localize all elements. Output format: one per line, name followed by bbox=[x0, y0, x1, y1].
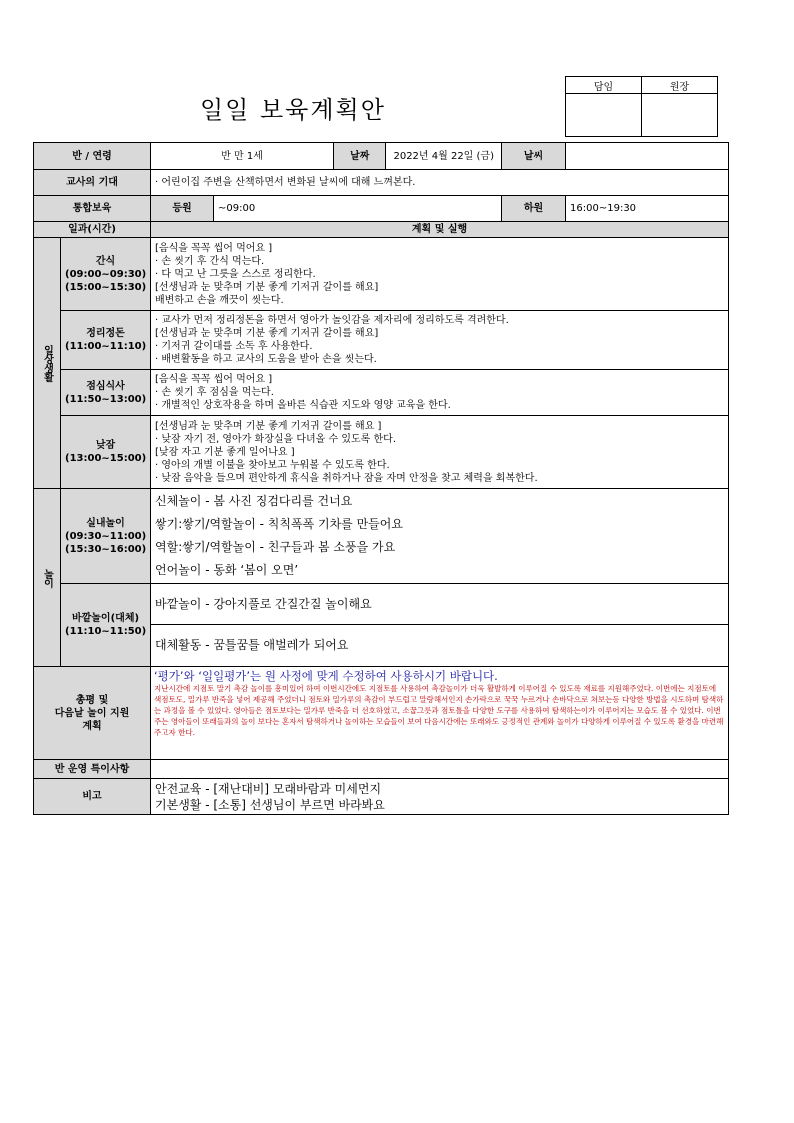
plan-line: [음식을 꼭꼭 씹어 먹어요 ] bbox=[155, 374, 273, 385]
play-category bbox=[34, 489, 61, 667]
integrated-label: 통합보육 bbox=[34, 196, 151, 222]
plan-cell[interactable] bbox=[151, 311, 729, 370]
special-value[interactable] bbox=[151, 760, 729, 779]
schedule-time: (09:00~09:30) bbox=[65, 268, 147, 280]
schedule-time: (11:50~13:00) bbox=[65, 393, 147, 405]
play-line: 바깥놀이 - 강아지풀로 간질간질 놀이해요 bbox=[151, 584, 728, 625]
schedule-time: (13:00~15:00) bbox=[65, 453, 147, 464]
play-line: 언어놀이 - 동화 ‘봄이 오면’ bbox=[155, 563, 299, 577]
play-line: 신체놀이 - 봄 사진 징검다리를 건너요 bbox=[155, 494, 353, 508]
arrival-value[interactable]: ~09:00 bbox=[214, 196, 502, 222]
plan-table bbox=[33, 142, 729, 815]
plan-line: [선생님과 눈 맞추며 기분 좋게 기저귀 갈이를 해요 ] bbox=[155, 420, 382, 432]
remarks-line: 기본생활 - [소통] 선생님이 부르면 바라봐요 bbox=[155, 797, 385, 812]
remarks-label: 비고 bbox=[34, 779, 151, 815]
plan-line: · 손 씻기 후 간식 먹는다. bbox=[155, 255, 265, 267]
schedule-time: (15:00~15:30) bbox=[65, 281, 147, 293]
schedule-name-cell bbox=[61, 370, 151, 416]
schedule-name: 바깥놀이(대체) bbox=[71, 613, 140, 624]
time-header: 일과(시간) bbox=[34, 222, 151, 238]
evaluation-label-line: 총평 및 bbox=[75, 694, 109, 706]
schedule-name-cell bbox=[61, 238, 151, 311]
plan-line: [선생님과 눈 맞추며 기분 좋게 기저귀 갈이를 해요] bbox=[155, 281, 379, 293]
plan-line: [음식을 꼭꼭 씹어 먹어요 ] bbox=[155, 242, 273, 254]
date-label: 날짜 bbox=[334, 143, 386, 169]
class-label: 반 / 연령 bbox=[34, 143, 151, 170]
schedule-name: 간식 bbox=[95, 255, 116, 267]
play-line: 역할:쌓기/역할놀이 - 친구들과 봄 소풍을 가요 bbox=[155, 540, 396, 554]
teacher-sign-label: 담임 bbox=[566, 77, 642, 94]
schedule-name: 점심식사 bbox=[86, 380, 125, 392]
weather-value[interactable] bbox=[566, 143, 729, 170]
special-label: 반 운영 특이사항 bbox=[34, 760, 151, 779]
daily-life-category bbox=[34, 238, 61, 489]
play-plan-cell[interactable] bbox=[151, 489, 729, 584]
schedule-name: 실내놀이 bbox=[86, 517, 125, 529]
plan-line: · 영아의 개별 이불을 찾아보고 누워볼 수 있도록 한다. bbox=[155, 459, 390, 471]
plan-cell[interactable] bbox=[151, 370, 729, 416]
evaluation-body: 지난시간에 지점토 말기 촉감 놀이를 흥미있어 하여 이번시간에도 지점토를 사용하여 촉감놀이가 더욱 활발하게 이루어질 수 있도록 재료를 지원해주었다. 이번에는 지점토에 색점토도, 밀가루 반죽을 넣어 제공해 주었더니 점토와 밀가루의 촉감이 부드럽고 말랑해서인지 손가락으로 꾹꾹 누르거나 손바닥으로 쳐보는등 다양한 방법을 시도하며 탐색하는 과정을 볼 수 있었다. 영아들은 점토보다는 밀가루 반죽을 더 선호하였고, 소꿉그릇과 점토틀을 다양한 도구를 사용하여 탐색하는이가 이루어지는 모습도 볼 수 있었다. 이번 주는 영아들이 또래들과의 놀이 보다는 혼자서 탐색하거나 놀이하는 모습들이 보여 다음시간에는 또래와도 긍정적인 관계와 놀이가 다양하게 이루어질 수 있도록 환경을 마련해주고자 한다. bbox=[154, 684, 724, 737]
schedule-name-cell bbox=[61, 584, 151, 667]
date-value[interactable]: 2022년 4월 22일 (금) bbox=[393, 150, 494, 162]
plan-header: 계획 및 실행 bbox=[151, 222, 729, 238]
class-value[interactable]: 반 만 1세 bbox=[151, 143, 334, 170]
evaluation-heading: ‘평가’와 ‘일일평가’는 원 사정에 맞게 수정하여 사용하시기 바랍니다. bbox=[154, 669, 498, 683]
evaluation-label-line: 계획 bbox=[82, 720, 102, 732]
schedule-time: (09:30~11:00) bbox=[65, 530, 147, 542]
schedule-name-cell bbox=[61, 416, 151, 489]
plan-line: · 손 씻기 후 점심을 먹는다. bbox=[155, 387, 274, 398]
schedule-time: (11:00~11:10) bbox=[65, 341, 147, 352]
evaluation-cell[interactable] bbox=[151, 667, 729, 760]
page-title: 일일 보육계획안 bbox=[200, 96, 386, 124]
play-label: 놀이 bbox=[41, 568, 53, 587]
plan-line: · 배변활동을 하고 교사의 도움을 받아 손을 씻는다. bbox=[155, 354, 377, 365]
plan-line: 배변하고 손을 깨끗이 씻는다. bbox=[155, 294, 284, 306]
schedule-name-cell bbox=[61, 489, 151, 584]
expectation-label: 교사의 기대 bbox=[34, 170, 151, 196]
expectation-value[interactable]: · 어린이집 주변을 산책하면서 변화된 날씨에 대해 느껴본다. bbox=[151, 170, 729, 196]
plan-line: · 다 먹고 난 그릇을 스스로 정리한다. bbox=[155, 268, 316, 280]
plan-line: · 낮잠 자기 전, 영아가 화장실을 다녀올 수 있도록 한다. bbox=[155, 433, 397, 445]
plan-cell[interactable] bbox=[151, 416, 729, 489]
schedule-time: (15:30~16:00) bbox=[65, 543, 147, 555]
remarks-cell[interactable] bbox=[151, 779, 729, 815]
teacher-sign-cell[interactable] bbox=[566, 94, 642, 137]
play-plan-cell[interactable] bbox=[151, 584, 729, 667]
schedule-name: 정리정돈 bbox=[86, 328, 125, 339]
play-line: 대체활동 - 꿈틀꿈틀 애벌레가 되어요 bbox=[155, 638, 349, 652]
arrival-label: 등원 bbox=[151, 196, 214, 222]
plan-line: · 개별적인 상호작용을 하며 올바른 식습관 지도와 영양 교육을 한다. bbox=[155, 400, 451, 411]
play-line: 쌓기:쌓기/역할놀이 - 칙칙폭폭 기차를 만들어요 bbox=[155, 517, 403, 531]
plan-cell[interactable] bbox=[151, 238, 729, 311]
departure-value[interactable]: 16:00~19:30 bbox=[566, 196, 729, 222]
weather-label: 날씨 bbox=[502, 143, 566, 170]
director-sign-label: 원장 bbox=[642, 77, 718, 94]
schedule-name: 낮잠 bbox=[95, 440, 116, 451]
schedule-time: (11:10~11:50) bbox=[65, 626, 147, 637]
plan-line: · 교사가 먼저 정리정돈을 하면서 영아가 놀잇감을 제자리에 정리하도록 격려한다. bbox=[155, 315, 509, 326]
evaluation-label-line: 다음날 놀이 지원 bbox=[54, 707, 130, 719]
plan-line: [선생님과 눈 맞추며 기분 좋게 기저귀 갈이를 해요] bbox=[155, 328, 379, 339]
approval-box bbox=[565, 76, 718, 137]
plan-line: · 낮잠 음악을 들으며 편안하게 휴식을 취하거나 잠을 자며 안정을 찾고 체력을 회복한다. bbox=[155, 472, 538, 484]
schedule-name-cell bbox=[61, 311, 151, 370]
daily-life-label: 일상생활 bbox=[41, 345, 53, 381]
evaluation-label bbox=[34, 667, 151, 760]
remarks-line: 안전교육 - [재난대비] 모래바람과 미세먼지 bbox=[155, 781, 382, 796]
departure-label: 하원 bbox=[502, 196, 566, 222]
director-sign-cell[interactable] bbox=[642, 94, 718, 137]
plan-line: · 기저귀 갈이대를 소독 후 사용한다. bbox=[155, 341, 313, 352]
plan-line: [낮잠 자고 기분 좋게 일어나요 ] bbox=[155, 446, 295, 458]
